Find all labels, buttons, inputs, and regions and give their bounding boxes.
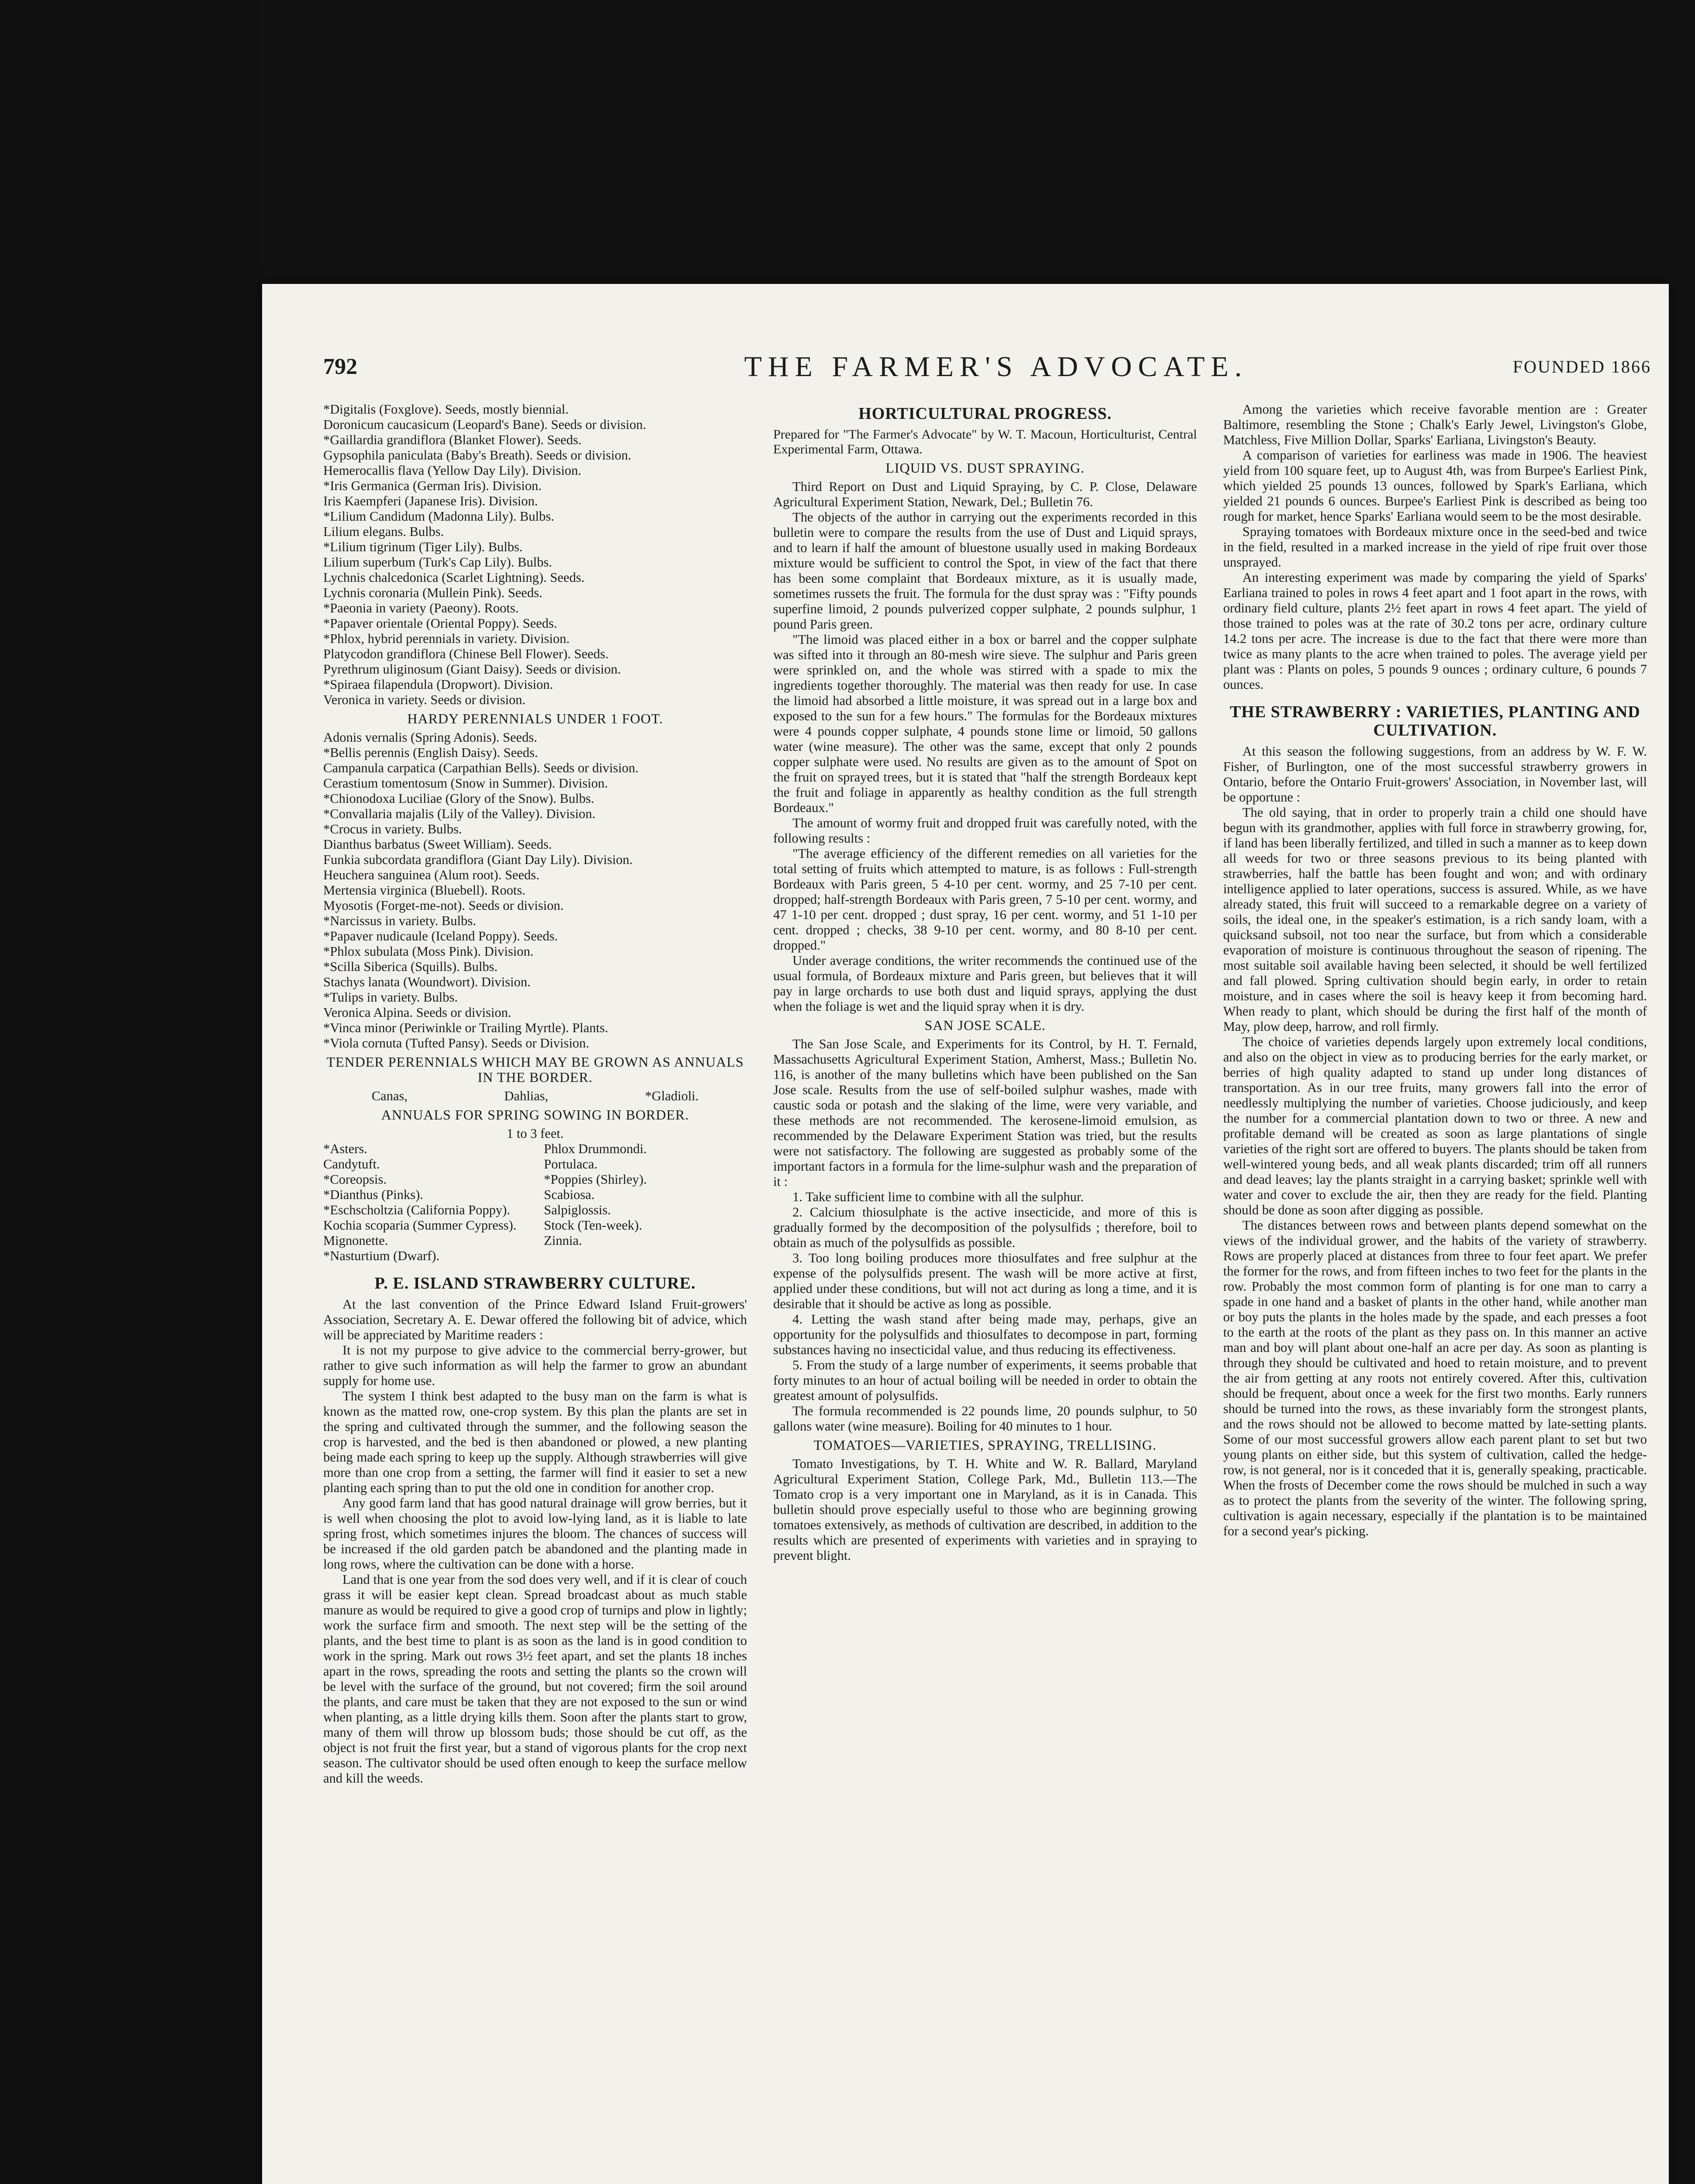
newspaper-page: [262, 284, 1669, 2184]
plant-entry: *Papaver nudicaule (Iceland Poppy). Seeds.: [323, 929, 558, 943]
plant-entry: Funkia subcordata grandiflora (Giant Day Lily). Division.: [323, 852, 633, 867]
article-paragraph: 1. Take sufficient lime to combine with all the sulphur.: [792, 1189, 1084, 1204]
hardy-perennials-heading: HARDY PERENNIALS UNDER 1 FOOT.: [407, 711, 663, 726]
plant-entry: Heuchera sanguinea (Alum root). Seeds.: [323, 867, 540, 882]
tender-perennials-heading: TENDER PERENNIALS WHICH MAY BE GROWN AS ANNUALS IN THE BORDER.: [326, 1054, 744, 1085]
plant-entry: *Crocus in variety. Bulbs.: [323, 822, 462, 836]
article-heading-pei: P. E. ISLAND STRAWBERRY CULTURE.: [374, 1274, 696, 1292]
annual-entry: Kochia scoparia (Summer Cypress).: [323, 1218, 517, 1233]
article-paragraph: Third Report on Dust and Liquid Spraying, by C. P. Close, Delaware Agricultural Experiment Station, Newark, Del.; Bulletin 76.: [773, 479, 1197, 509]
plant-entry: *Vinca minor (Periwinkle or Trailing Myrtle). Plants.: [323, 1020, 609, 1035]
article-paragraph: 3. Too long boiling produces more thiosulfates and free sulphur at the expense of the polysulfids present. The wash will be more active at first, applied under these conditions, but will not act during as long a time, and it is desirable that it should be active as long as possible.: [773, 1251, 1197, 1311]
subheading-liquid-dust: LIQUID VS. DUST SPRAYING.: [886, 460, 1085, 476]
article-paragraph: 2. Calcium thiosulphate is the active insecticide, and more of this is gradually formed by the decomposition of the polysulfids ; therefore, boil to obtain as much of the polysulfids as possible.: [773, 1205, 1197, 1250]
masthead-title: THE FARMER'S ADVOCATE.: [744, 351, 1248, 383]
annual-entry: Mignonette.: [323, 1233, 388, 1248]
annual-entry: Candytuft.: [323, 1157, 380, 1171]
article-paragraph: The choice of varieties depends largely upon extremely local conditions, and also on the object in view as to producing berries for the early market, or berries of high quality adapted to stand up under long distances of transportation. As in our tree fruits, many growers fall into the error of needlessly multiplying the number of varieties. Choose judiciously, and keep the number for a commercial plantation down to two or three. A new and profitable demand will be created as soon as large plantations of single varieties of the right sort are offered to buyers. The plants should be taken from well-wintered young beds, and all weak plants discarded; trim off all runners and dead leaves; lay the plants straight in a carrying basket; sprinkle well with water and cover to exclude the air, then they are ready for the field. Planting should be done as soon after digging as possible.: [1223, 1034, 1647, 1217]
annual-entry: *Eschscholtzia (California Poppy).: [323, 1203, 510, 1217]
plant-entry: Myosotis (Forget-me-not). Seeds or division.: [323, 898, 564, 913]
plant-entry: *Gaillardia grandiflora (Blanket Flower). Seeds.: [323, 432, 582, 447]
page-number: 792: [323, 354, 357, 379]
tender-row: [323, 1089, 747, 1104]
article-paragraph: "The average efficiency of the different remedies on all varieties for the total setting of fruits which attempted to mature, is as follows : Full-strength Bordeaux with Paris green, 5 4-10 per cent. wormy, and 25 7-10 per cent. dropped; half-strength Bordeaux with Paris green, 7 5-10 per cent. wormy, and 47 1-10 per cent. dropped ; dust spray, 16 per cent. wormy, and 51 1-10 per cent. dropped ; checks, 38 9-10 per cent. wormy, and 80 8-10 per cent. dropped.": [773, 846, 1197, 953]
annual-entry: *Dianthus (Pinks).: [323, 1187, 423, 1202]
column-1: [323, 402, 747, 1786]
plant-entry: *Viola cornuta (Tufted Pansy). Seeds or Division.: [323, 1036, 589, 1051]
annual-entry: Zinnia.: [544, 1233, 582, 1248]
plant-entry: *Phlox, hybrid perennials in variety. Division.: [323, 631, 570, 646]
article-paragraph: The old saying, that in order to properly train a child one should have begun with its grandmother, applies with full force in strawberry growing, for, if land has been liberally fertilized, and tilled in such a manner as to keep down all weeds for two or three seasons previous to its being planted with strawberries, half the battle has been fought and won; and with ordinary intelligence applied to later operations, success is assured. While, as we have already stated, this fruit will succeed to a remarkable degree on a variety of soils, the ideal one, in the speaker's estimation, is a rich sandy loam, with a quicksand subsoil, not too near the surface, but from which a considerable evaporation of moisture is continuous throughout the season of ripening. The most suitable soil available having been selected, it should be well fertilized and fall plowed. Spring cultivation should begin early, in order to retain moisture, and in cases where the soil is heavy keep it from becoming hard. When ready to plant, which should be during the first half of the month of May, plow deep, harrow, and roll firmly.: [1223, 805, 1647, 1034]
plant-entry: Adonis vernalis (Spring Adonis). Seeds.: [323, 730, 537, 745]
plant-entry: Lilium elegans. Bulbs.: [323, 524, 444, 539]
plant-entry: Cerastium tomentosum (Snow in Summer). Division.: [323, 776, 608, 791]
tender-item: Canas,: [371, 1089, 408, 1103]
annual-entry: Scabiosa.: [544, 1187, 595, 1202]
annual-entry: *Nasturtium (Dwarf).: [323, 1248, 439, 1263]
article-paragraph: It is not my purpose to give advice to the commercial berry-grower, but rather to give such information as will help the farmer to grow an abundant supply for home use.: [323, 1343, 747, 1388]
article-paragraph: 5. From the study of a large number of experiments, it seems probable that forty minutes to an hour of actual boiling will be needed in order to obtain the greatest amount of polysulfids.: [773, 1358, 1197, 1403]
article-paragraph: Tomato Investigations, by T. H. White and W. R. Ballard, Maryland Agricultural Experiment Station, College Park, Md., Bulletin 113.—The Tomato crop is a very important one in Maryland, as it is in Canada. This bulletin should prove especially useful to those who are beginning growing tomatoes extensively, as methods of cultivation are described, in addition to the results which are presented of experiments with varieties and in spraying to prevent blight.: [773, 1456, 1197, 1563]
column-3: [1223, 402, 1647, 1539]
article-heading-strawberry: THE STRAWBERRY : VARIETIES, PLANTING AND CULTIVATION.: [1230, 703, 1640, 740]
plant-entry: *Lilium tigrinum (Tiger Lily). Bulbs.: [323, 539, 523, 554]
annual-entry: Portulaca.: [544, 1157, 598, 1171]
annual-entry: Phlox Drummondi.: [544, 1141, 647, 1156]
column-2: [773, 402, 1197, 1563]
plant-entry: Lychnis chalcedonica (Scarlet Lightning). Seeds.: [323, 570, 585, 585]
article-paragraph: A comparison of varieties for earliness was made in 1906. The heaviest yield from 100 square feet, up to August 4th, was from Burpee's Earliest Pink, which yielded 25 pounds 13 ounces, followed by Spark's Earliana, which yielded 21 pounds 6 ounces. Burpee's Earliest Pink is described as being too rough for market, hence Sparks' Earliana would seem to be the most desirable.: [1223, 448, 1647, 524]
annual-entry: Stock (Ten-week).: [544, 1218, 642, 1233]
article-paragraph: At the last convention of the Prince Edward Island Fruit-growers' Association, Secretary A. E. Dewar offered the following bit of advice, which will be appreciated by Maritime readers :: [323, 1297, 747, 1342]
plant-list-a: [323, 402, 747, 708]
plant-entry: *Convallaria majalis (Lily of the Valley). Division.: [323, 806, 595, 821]
founded-note: FOUNDED 1866: [1512, 357, 1651, 377]
article-heading-horticultural: HORTICULTURAL PROGRESS.: [858, 404, 1112, 423]
article-paragraph: Spraying tomatoes with Bordeaux mixture once in the seed-bed and twice in the field, resulted in a marked increase in the yield of ripe fruit over those unsprayed.: [1223, 524, 1647, 570]
plant-entry: Doronicum caucasicum (Leopard's Bane). Seeds or division.: [323, 417, 646, 432]
plant-entry: *Spiraea filapendula (Dropwort). Division.: [323, 677, 553, 692]
plant-entry: Dianthus barbatus (Sweet William). Seeds.: [323, 837, 552, 852]
plant-entry: Platycodon grandiflora (Chinese Bell Flower). Seeds.: [323, 646, 609, 661]
article-paragraph: Under average conditions, the writer recommends the continued use of the usual formula, of Bordeaux mixture and Paris green, but believes that it will pay in large orchards to use both dust and liquid sprays, applying the dust when the foliage is wet and the liquid spray when it is dry.: [773, 953, 1197, 1014]
article-paragraph: Among the varieties which receive favorable mention are : Greater Baltimore, resembling the Stone ; Chalk's Early Jewel, Livingston's Globe, Matchless, Five Million Dollar, Sparks' Earliana, Livingston's Beauty.: [1223, 402, 1647, 447]
annuals-right: [526, 1141, 747, 1264]
plant-list-b: [323, 730, 747, 1051]
plant-entry: Lychnis coronaria (Mullein Pink). Seeds.: [323, 585, 543, 600]
plant-entry: Hemerocallis flava (Yellow Day Lily). Division.: [323, 463, 581, 478]
plant-entry: Veronica in variety. Seeds or division.: [323, 692, 526, 707]
article-paragraph: The system I think best adapted to the busy man on the farm is what is known as the matted row, one-crop system. By this plan the plants are set in the spring and cultivated through the summer, and the following season the crop is harvested, and the bed is then abandoned or plowed, a new planting being made each spring to keep up the supply. Although strawberries will give more than one crop from a setting, the farmer will find it easier to set a new planting each spring than to put the old one in condition for another crop.: [323, 1389, 747, 1495]
article-paragraph: The distances between rows and between plants depend somewhat on the views of the individual grower, and the habits of the variety of strawberry. Rows are properly placed at distances from three to four feet apart. We prefer the former for the rows, and from fifteen inches to two feet for the plants in the row. Probably the most common form of planting is for one man to carry a spade in one hand and a basket of plants in the other hand, while another man or boy puts the plants in the holes made by the spade, and each presses a foot to the earth at the roots of the plant as they pass on. In this manner an active man and boy will plant about one-half an acre per day. As soon as planting is through they should be cultivated and hoed to retain moisture, and to prevent the air from getting at any roots not entirely covered. After this, cultivation should be frequent, about once a week for the first two months. Early runners should be turned into the rows, as these invariably form the strongest plants, and the rows should not be allowed to become matted by late-setting plants. Some of our most successful growers allow each parent plant to set but two young plants on either side, but this system of cultivation, called the hedge-row, is not general, nor is it conceded that it is, generally speaking, practicable. When the frosts of December come the rows should be mulched in such a way as to protect the plants from the severity of the winter. The following spring, cultivation is again necessary, especially if the plantation is to be maintained for a second year's picking.: [1223, 1218, 1647, 1538]
plant-entry: Stachys lanata (Woundwort). Division.: [323, 975, 531, 989]
plant-entry: *Tulips in variety. Bulbs.: [323, 990, 458, 1005]
plant-entry: Veronica Alpina. Seeds or division.: [323, 1005, 512, 1020]
plant-entry: *Narcissus in variety. Bulbs.: [323, 913, 476, 928]
subheading-san-jose: SAN JOSE SCALE.: [924, 1017, 1046, 1033]
article-paragraph: At this season the following suggestions, from an address by W. F. W. Fisher, of Burlington, one of the most successful strawberry growers in Ontario, before the Ontario Fruit-growers' Association, in November last, will be opportune :: [1223, 744, 1647, 805]
article-paragraph: "The limoid was placed either in a box or barrel and the copper sulphate was sifted into it through an 80-mesh wire sieve. The sulphur and Paris green were sprinkled on, and the whole was stirred with a spade to mix the ingredients together thoroughly. The material was then ready for use. In case the limoid had absorbed a little moisture, it was spread out in a large box and exposed to the sun for a few hours." The formulas for the Bordeaux mixtures were 4 pounds copper sulphate, 4 pounds stone lime or limoid, 50 gallons water (wine measure). The other was the same, except that only 2 pounds copper sulphate were used. No results are given as to the amount of Spot on the fruit on sprayed trees, but it is stated that "half the strength Bordeaux kept the fruit and foliage in apparently as healthy condition as the full strength Bordeaux.": [773, 632, 1197, 815]
plant-entry: Mertensia virginica (Bluebell). Roots.: [323, 883, 526, 898]
plant-entry: *Bellis perennis (English Daisy). Seeds.: [323, 745, 538, 760]
article-paragraph: An interesting experiment was made by comparing the yield of Sparks' Earliana trained to poles in rows 4 feet apart and 1 foot apart in the rows, with ordinary field culture, plants 2½ feet apart in rows 4 feet apart. The yield of those trained to poles was at the rate of 30.2 tons per acre, ordinary culture 14.2 tons per acre. The increase is due to the fact that there were more than twice as many plants to the acre when trained to poles. The average yield per plant was : Plants on poles, 5 pounds 9 ounces ; ordinary culture, 6 pounds 7 ounces.: [1223, 570, 1647, 692]
plant-entry: Iris Kaempferi (Japanese Iris). Division.: [323, 494, 538, 508]
article-byline: Prepared for "The Farmer's Advocate" by W. T. Macoun, Horticulturist, Central Experimental Farm, Ottawa.: [773, 427, 1197, 456]
plant-entry: Gypsophila paniculata (Baby's Breath). Seeds or division.: [323, 448, 632, 463]
annuals-left: [323, 1141, 526, 1264]
plant-entry: *Paeonia in variety (Paeony). Roots.: [323, 601, 519, 615]
plant-entry: Pyrethrum uliginosum (Giant Daisy). Seeds or division.: [323, 662, 621, 677]
article-paragraph: Land that is one year from the sod does very well, and if it is clear of couch grass it will be easier kept clean. Spread broadcast about as much stable manure as would be required to give a good crop of turnips and plow in lightly; work the surface firm and smooth. The next step will be the setting of the plants, and the best time to plant is as soon as the land is in good condition to work in the spring. Mark out rows 3½ feet apart, and set the plants 18 inches apart in the rows, spreading the roots and setting the plants so the crown will be level with the surface of the ground, but not covered; firm the soil around the plants, and care must be taken that they are not exposed to the sun or wind when planting, as a little drying kills them. Soon after the plants start to grow, many of them will throw up blossom buds; those should be cut off, as the object is not fruit the first year, but a stand of vigorous plants for the crop next season. The cultivator should be used often enough to keep the surface mellow and kill the weeds.: [323, 1572, 747, 1786]
plant-entry: *Chionodoxa Luciliae (Glory of the Snow). Bulbs.: [323, 791, 595, 806]
annuals-subheading: 1 to 3 feet.: [506, 1126, 564, 1141]
plant-entry: *Digitalis (Foxglove). Seeds, mostly biennial.: [323, 402, 569, 417]
article-paragraph: The objects of the author in carrying out the experiments recorded in this bulletin were to compare the results from the use of Dust and Liquid sprays, and to learn if half the amount of bluestone usually used in making Bordeaux mixture would be sufficient to control the Spot, in view of the fact that there has been some complaint that Bordeaux mixture, as it is usually made, sometimes russets the fruit. The formula for the dust spray was : "Fifty pounds superfine limoid, 2 pounds pulverized copper sulphate, 2 pounds sulphur, 1 pound Paris green.: [773, 510, 1197, 632]
plant-entry: *Papaver orientale (Oriental Poppy). Seeds.: [323, 616, 557, 631]
plant-entry: Lilium superbum (Turk's Cap Lily). Bulbs.: [323, 555, 552, 570]
annual-entry: *Coreopsis.: [323, 1172, 387, 1187]
annual-entry: *Asters.: [323, 1141, 367, 1156]
article-paragraph: The amount of wormy fruit and dropped fruit was carefully noted, with the following results :: [773, 816, 1197, 846]
annual-entry: Salpiglossis.: [544, 1203, 611, 1217]
article-paragraph: The formula recommended is 22 pounds lime, 20 pounds sulphur, to 50 gallons water (wine measure). Boiling for 40 minutes to 1 hour.: [773, 1403, 1197, 1434]
plant-entry: *Phlox subulata (Moss Pink). Division.: [323, 944, 534, 959]
plant-entry: *Scilla Siberica (Squills). Bulbs.: [323, 959, 498, 974]
plant-entry: *Lilium Candidum (Madonna Lily). Bulbs.: [323, 509, 554, 524]
subheading-tomatoes: TOMATOES—VARIETIES, SPRAYING, TRELLISING.: [813, 1437, 1157, 1453]
plant-entry: Campanula carpatica (Carpathian Bells). Seeds or division.: [323, 760, 639, 775]
annuals-list: [323, 1141, 747, 1264]
page-header: [323, 351, 1669, 389]
article-paragraph: 4. Letting the wash stand after being made may, perhaps, give an opportunity for the polysulfids and thiosulfates to decompose in part, forming substances having no insecticidal value, and thus reducing its effectiveness.: [773, 1312, 1197, 1357]
annual-entry: *Poppies (Shirley).: [544, 1172, 647, 1187]
tender-item: *Gladioli.: [645, 1089, 699, 1103]
scan-border-left: [0, 0, 262, 2184]
plant-entry: *Iris Germanica (German Iris). Division.: [323, 478, 542, 493]
tender-item: Dahlias,: [504, 1089, 549, 1103]
article-paragraph: The San Jose Scale, and Experiments for its Control, by H. T. Fernald, Massachusetts Agricultural Experiment Station, Amherst, Mass.; Bulletin No. 116, is another of the many bulletins which have been published on the San Jose scale. Results from the use of self-boiled sulphur washes, made with caustic soda or potash and the slaking of the lime, were very variable, and these methods are not recommended. The kerosene-limoid emulsion, as recommended by the Delaware Experiment Station was tried, but the results were not satisfactory. The following are suggested as probably some of the important factors in a formula for the lime-sulphur wash and the preparation of it :: [773, 1037, 1197, 1189]
annuals-heading: ANNUALS FOR SPRING SOWING IN BORDER.: [381, 1107, 689, 1123]
article-paragraph: Any good farm land that has good natural drainage will grow berries, but it is well when choosing the plot to avoid low-lying land, as it is liable to late spring frost, which sometimes injures the bloom. The chances of success will be increased if the old garden patch be abandoned and the planting made in long rows, where the cultivation can be done with a horse.: [323, 1496, 747, 1572]
